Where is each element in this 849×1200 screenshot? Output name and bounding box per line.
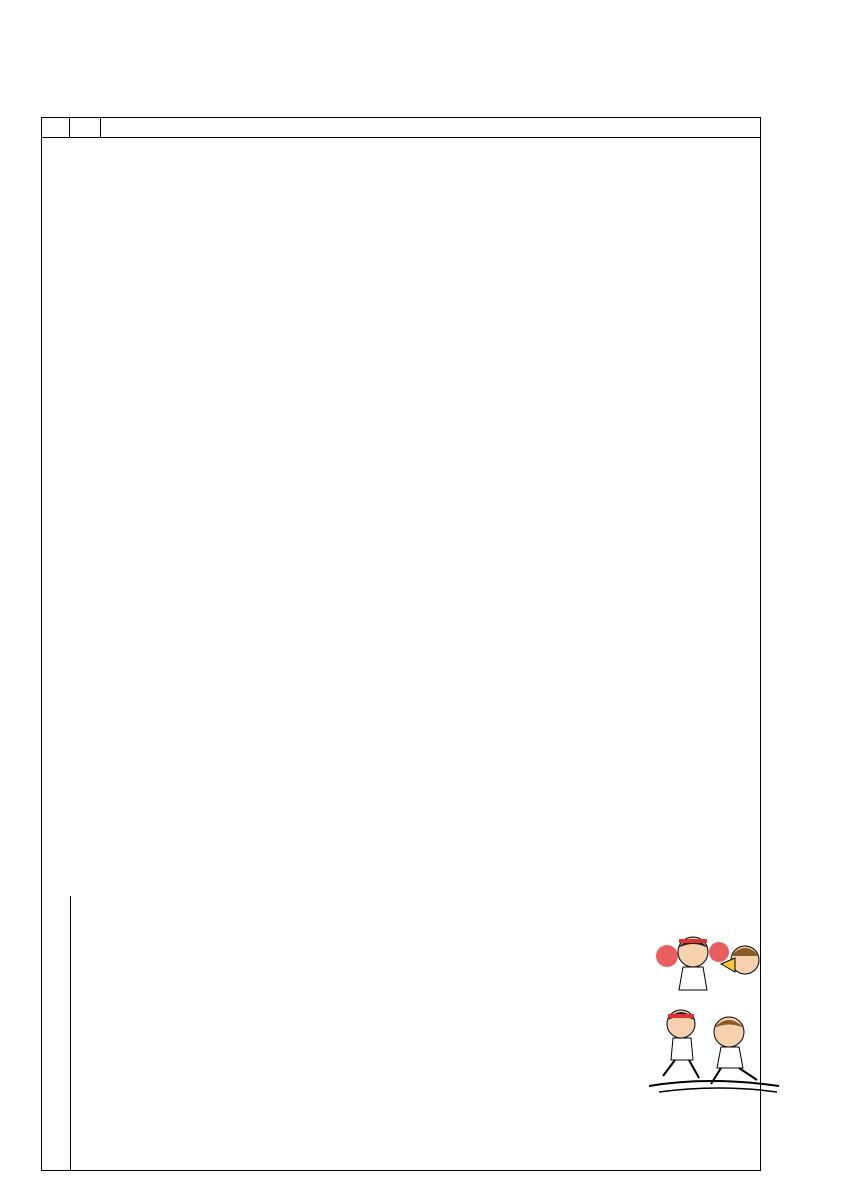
notes-label [42,896,71,1170]
header-weekday [70,118,101,137]
header-day [42,118,70,137]
notes-body [71,896,760,1170]
table-header [42,118,760,138]
sports-day-children-illustration [649,926,779,1096]
title-block [0,68,849,92]
event-calendar-table [41,117,761,1171]
notes-section [42,896,760,1170]
header-event [101,118,760,137]
